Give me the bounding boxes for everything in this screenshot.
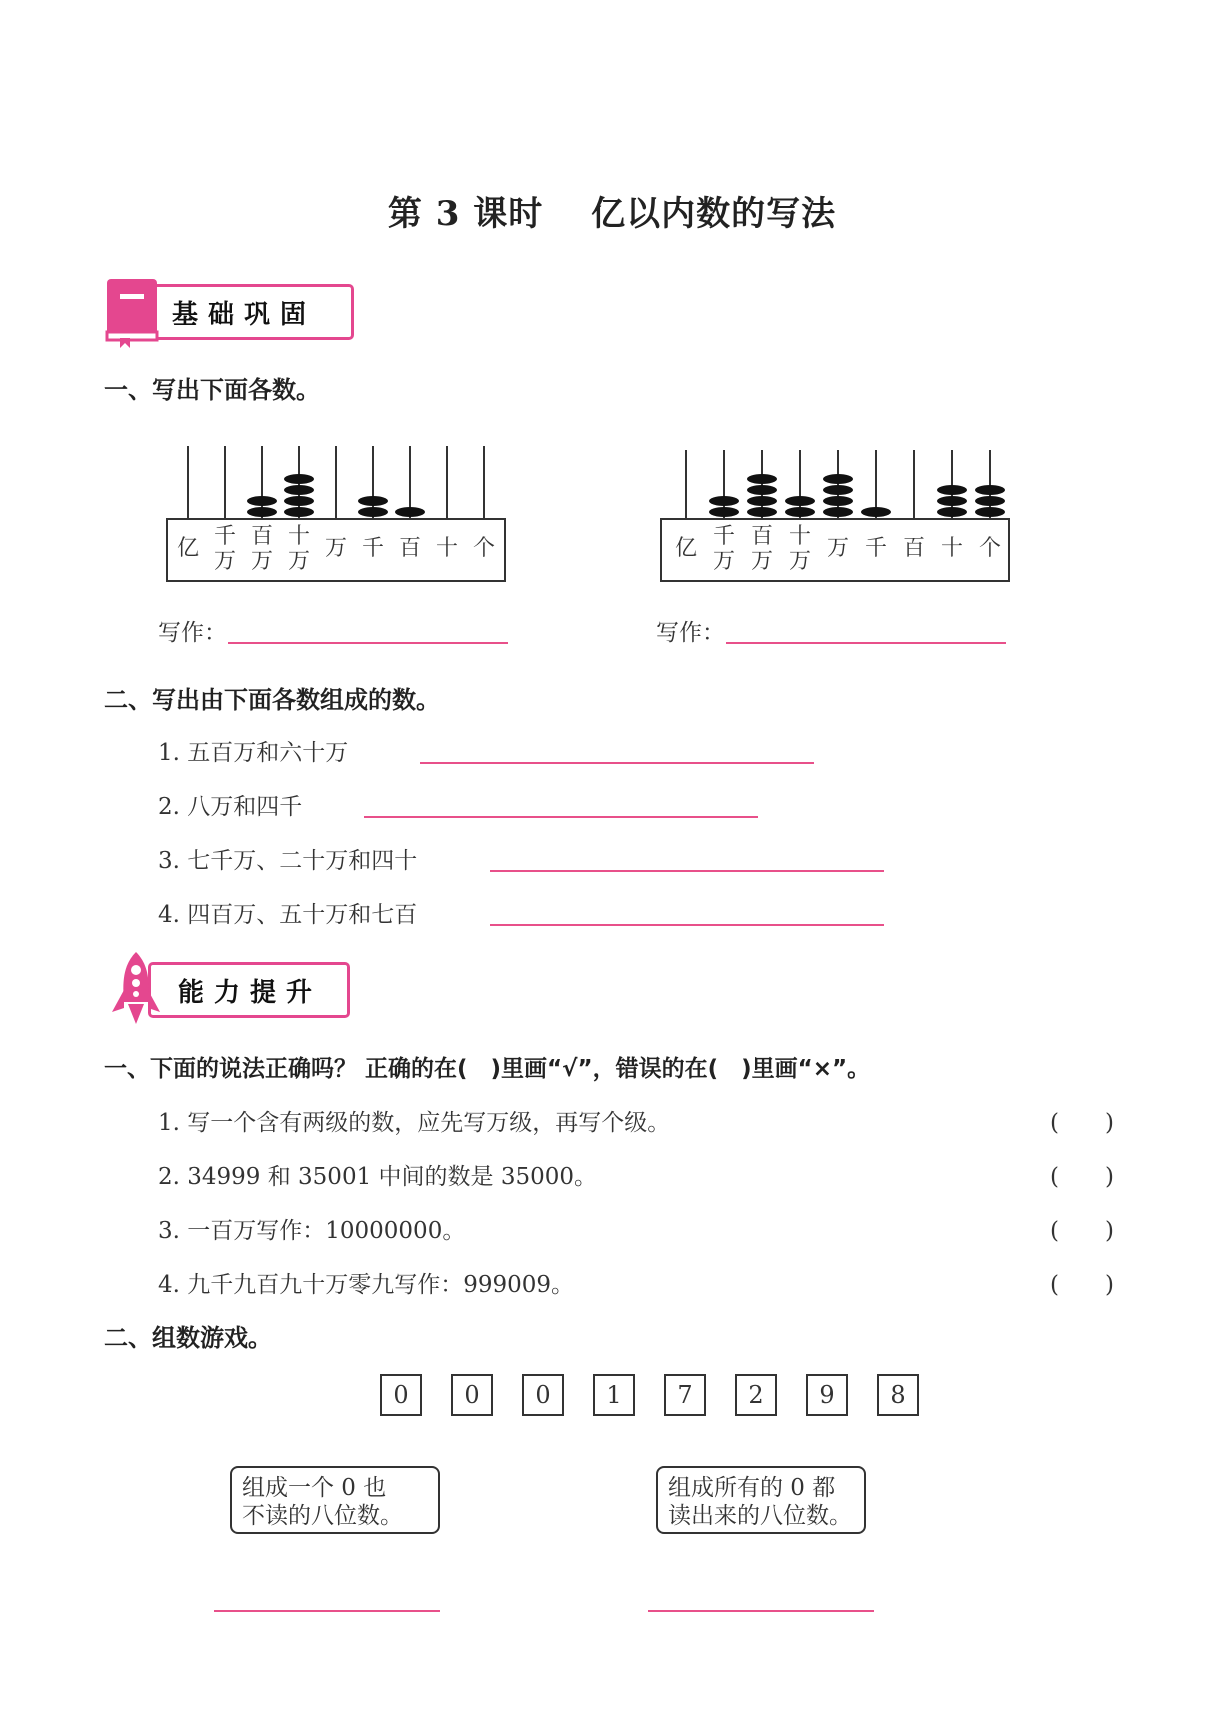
abacus-bead — [709, 507, 739, 517]
question-heading-1: 一、写出下面各数。 — [104, 376, 320, 404]
abacus-bead — [823, 485, 853, 495]
digit-card: 8 — [877, 1374, 919, 1416]
answer-line-right[interactable] — [726, 642, 1006, 644]
answer-parentheses[interactable]: ( ) — [1050, 1164, 1114, 1190]
page-title: 第 3 课时 亿以内数的写法 — [387, 194, 837, 234]
abacus-bead — [937, 507, 967, 517]
abacus-rod — [224, 446, 226, 518]
abacus-bead — [937, 496, 967, 506]
answer-line[interactable] — [364, 816, 758, 818]
abacus-bead — [747, 485, 777, 495]
answer-parentheses[interactable]: ( ) — [1050, 1272, 1114, 1298]
task-text: 组成所有的 0 都 — [668, 1475, 836, 1501]
abacus-bead — [284, 507, 314, 517]
abacus-bead — [747, 474, 777, 484]
place-value-label: 万 — [826, 536, 849, 561]
list-item: 4. 四百万、五十万和七百 — [158, 902, 418, 928]
digit-card: 0 — [451, 1374, 493, 1416]
task-text: 不读的八位数。 — [242, 1503, 403, 1529]
place-value-label: 千 — [361, 536, 384, 561]
abacus-rod — [483, 446, 485, 518]
abacus-bead — [823, 496, 853, 506]
question-heading-4: 二、组数游戏。 — [104, 1324, 272, 1352]
abacus-bead — [975, 507, 1005, 517]
answer-parentheses[interactable]: ( ) — [1050, 1110, 1114, 1136]
abacus-bead — [975, 485, 1005, 495]
digit-card: 2 — [735, 1374, 777, 1416]
list-item: 3. 一百万写作：10000000。 — [158, 1218, 466, 1244]
abacus-rod — [446, 446, 448, 518]
digit-card: 0 — [522, 1374, 564, 1416]
question-heading-3: 一、下面的说法正确吗？ 正确的在( )里画“√”，错误的在( )里画“×”。 — [104, 1056, 871, 1082]
place-value-label: 个 — [472, 536, 495, 561]
place-value-label: 个 — [978, 536, 1001, 561]
place-value-label: 万 — [324, 536, 347, 561]
list-item: 1. 五百万和六十万 — [158, 740, 349, 766]
abacus-rod — [913, 450, 915, 518]
abacus-bead — [358, 496, 388, 506]
abacus-bead — [247, 496, 277, 506]
badge-label-ability: 能力提升 — [178, 978, 323, 1008]
abacus-bead — [861, 507, 891, 517]
write-label-left: 写作： — [158, 620, 227, 646]
answer-line-game-right[interactable] — [648, 1610, 874, 1612]
abacus-bead — [937, 485, 967, 495]
place-value-label: 百 万 — [750, 524, 773, 574]
question-heading-2: 二、写出由下面各数组成的数。 — [104, 686, 440, 714]
list-item: 1. 写一个含有两级的数，应先写万级，再写个级。 — [158, 1110, 671, 1136]
abacus-rod — [187, 446, 189, 518]
abacus-rod — [685, 450, 687, 518]
abacus-bead — [823, 507, 853, 517]
answer-line[interactable] — [490, 924, 884, 926]
abacus-bead — [284, 496, 314, 506]
write-label-right: 写作： — [656, 620, 725, 646]
list-item: 3. 七千万、二十万和四十 — [158, 848, 418, 874]
abacus-bead — [395, 507, 425, 517]
list-item: 2. 八万和四千 — [158, 794, 303, 820]
task-text: 读出来的八位数。 — [668, 1503, 852, 1529]
answer-line[interactable] — [420, 762, 814, 764]
place-value-label: 十 万 — [788, 524, 811, 574]
task-text: 组成一个 0 也 — [242, 1475, 387, 1501]
answer-parentheses[interactable]: ( ) — [1050, 1218, 1114, 1244]
abacus-bead — [358, 507, 388, 517]
digit-card: 9 — [806, 1374, 848, 1416]
place-value-label: 千 — [864, 536, 887, 561]
answer-line[interactable] — [490, 870, 884, 872]
abacus-bead — [975, 496, 1005, 506]
task-box-right — [656, 1466, 866, 1534]
list-item: 4. 九千九百九十万零九写作：999009。 — [158, 1272, 575, 1298]
rocket-icon — [108, 950, 164, 1026]
place-value-label: 十 — [940, 536, 963, 561]
place-value-label: 百 — [398, 536, 421, 561]
badge-label-basics: 基础巩固 — [172, 300, 317, 330]
place-value-label: 十 万 — [287, 524, 310, 574]
place-value-label: 亿 — [176, 536, 199, 561]
abacus-rod — [335, 446, 337, 518]
digit-card: 0 — [380, 1374, 422, 1416]
abacus-bead — [785, 507, 815, 517]
abacus-bead — [747, 507, 777, 517]
digit-card: 1 — [593, 1374, 635, 1416]
abacus-bead — [747, 496, 777, 506]
place-value-label: 亿 — [674, 536, 697, 561]
place-value-label: 十 — [435, 536, 458, 561]
abacus-bead — [247, 507, 277, 517]
task-box-left — [230, 1466, 440, 1534]
answer-line-game-left[interactable] — [214, 1610, 440, 1612]
abacus-bead — [823, 474, 853, 484]
abacus-bead — [284, 474, 314, 484]
place-value-label: 百 万 — [250, 524, 273, 574]
digit-card: 7 — [664, 1374, 706, 1416]
abacus-bead — [709, 496, 739, 506]
list-item: 2. 34999 和 35001 中间的数是 35000。 — [158, 1164, 597, 1190]
answer-line-left[interactable] — [228, 642, 508, 644]
place-value-label: 千 万 — [712, 524, 735, 574]
place-value-label: 百 — [902, 536, 925, 561]
book-icon — [104, 276, 164, 348]
abacus-bead — [785, 496, 815, 506]
place-value-label: 千 万 — [213, 524, 236, 574]
abacus-bead — [284, 485, 314, 495]
